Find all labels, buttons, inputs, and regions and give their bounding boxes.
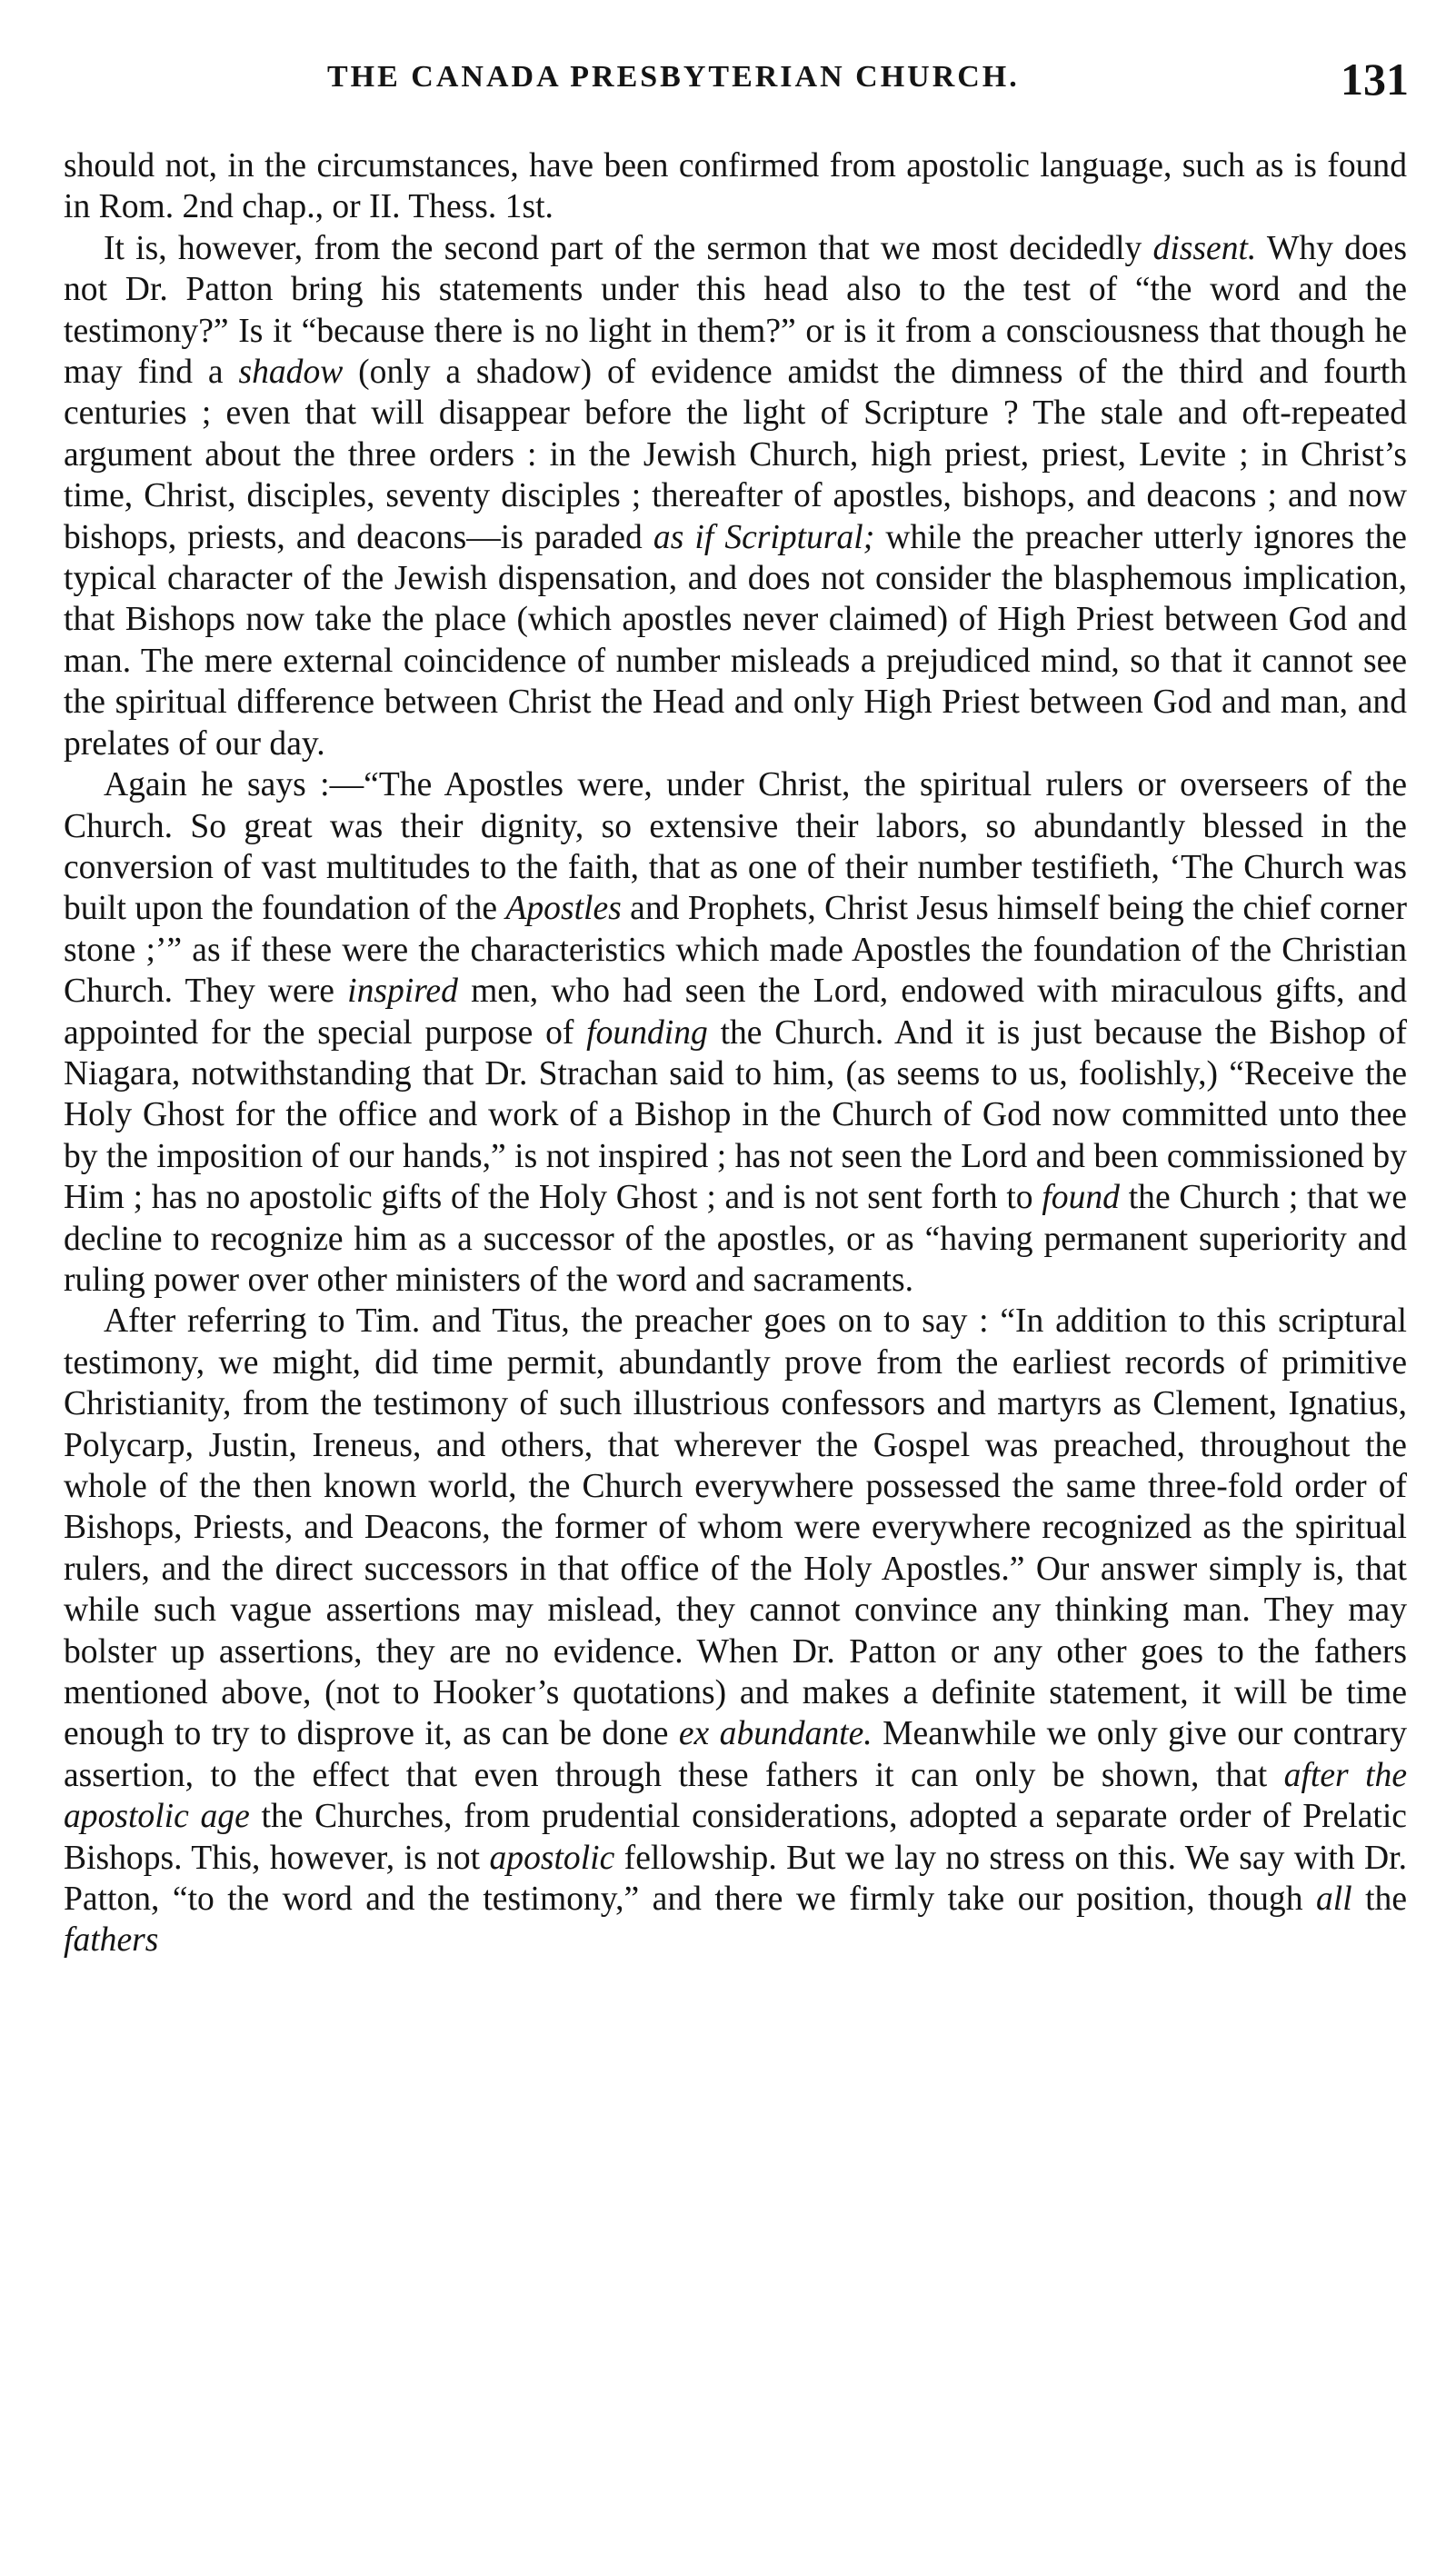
page-number: 131 <box>1341 54 1409 105</box>
italic-text: inspired <box>347 973 458 1011</box>
paragraph-text: (only a shadow) of evidence amidst the dimness of the third and fourth centuries ; even that will disappear before the light of Scripture ? The stale and oft-repeated argument about the three orders : in the Jewish Church, high priest, priest, Levite ; in Christ’s time, Christ, disciples, seventy disciples ; thereafter of apostles, bishops, and deacons ; and now bishops, priests, and deacons—is paraded <box>64 354 1408 556</box>
paragraph <box>64 228 1407 764</box>
paragraph-text: Again he says :—“The Apostles were, under Christ, the spiritual rulers or overseers of the Church. So great was their dignity, so extensive their labors, so abundantly blessed in the conversion of vast multitudes to the faith, that as one of their number testifieth, ‘The Church was built upon the foundation of the <box>64 766 1407 928</box>
paragraph-text: men, who had seen the Lord, endowed with miraculous gifts, and appointed for the special purpose of <box>64 973 1408 1052</box>
italic-text: all <box>1315 1881 1352 1919</box>
paragraph-text: Why does not Dr. Patton bring his statements under this head also to the test of “the word and the testimony?” Is it “because there is no light in them?” or is it from a consciousness that though he may find a <box>64 229 1407 392</box>
paragraph <box>64 145 1407 228</box>
italic-text: ex abundante. <box>678 1715 873 1753</box>
italic-text: after the apostolic age <box>64 1756 1407 1836</box>
paragraph-text: It is, however, from the second part of the sermon that we most decidedly <box>104 229 1153 267</box>
italic-text: shadow <box>238 354 344 392</box>
italic-text: as if Scriptural; <box>653 518 875 556</box>
paragraph-text: while the preacher utterly ignores the typical character of the Jewish dispensation, and does not consider the blasphemous implication, that Bishops now take the place (which apostles never claimed) of High Priest between God and man. The mere external coincidence of number misleads a prejudiced mind, so that it cannot see the spiritual difference between Christ the Head and only High Priest between God and man, and prelates of our day. <box>64 518 1407 763</box>
italic-text: found <box>1042 1179 1120 1217</box>
italic-text: apostolic <box>489 1839 615 1877</box>
paragraph-text: the Church ; that we decline to recognize him as a successor of the apostles, or as “having permanent superiority and ruling power over other ministers of the word and sacraments. <box>64 1179 1407 1299</box>
paragraph-text: the Church. And it is just because the Bishop of Niagara, notwithstanding that Dr. Strachan said to him, (as seems to us, foolishly,) “Receive the Holy Ghost for the office and work of a Bishop in the Church of God now committed unto thee by the imposition of our hands,” is not inspired ; has not seen the Lord and been commissioned by Him ; has no apostolic gifts of the Holy Ghost ; and is not sent forth to <box>64 1013 1407 1217</box>
paragraph <box>64 764 1407 1301</box>
paragraph-text: should not, in the circumstances, have been confirmed from apostolic language, such as is found in Rom. 2nd chap., or II. Thess. 1st. <box>64 147 1407 226</box>
paragraph-text: After referring to Tim. and Titus, the preacher goes on to say : “In addition to this scriptural testimony, we might, did time permit, abundantly prove from the earliest records of primitive Christianity, from the testimony of such illustrious confessors and martyrs as Clement, Ignatius, Polycarp, Justin, Ireneus, and others, that wherever the Gospel was preached, throughout the whole of the then known world, the Church everywhere possessed the same three-fold order of Bishops, Priests, and Deacons, the former of whom were everywhere recognized as the spiritual rulers, and the direct successors in that office of the Holy Apostles.” Our answer simply is, that while such vague assertions may mislead, they cannot convince any thinking man. They may bolster up assertions, they are no evidence. When Dr. Patton or any other goes to the fathers mentioned above, (not to Hooker’s quotations) and makes a definite statement, it will be time enough to try to disprove it, as can be done <box>64 1302 1407 1753</box>
paragraph-text: the Churches, from prudential considerations, adopted a separate order of Prelatic Bishops. This, however, is not <box>64 1798 1407 1877</box>
paragraph-text: fellowship. But we lay no stress on this. We say with Dr. Patton, “to the word and the testimony,” and there we firmly take our position, though <box>64 1839 1407 1919</box>
italic-text: fathers <box>64 1921 159 1960</box>
italic-text: dissent. <box>1152 229 1257 267</box>
body-text <box>64 145 1407 1961</box>
paragraph-text: the <box>1351 1881 1408 1919</box>
paragraph <box>64 1301 1407 1961</box>
paragraph-text: and Prophets, Christ Jesus himself being the chief corner stone ;’” as if these were the characteristics which made Apostles the foundation of the Christian Church. They were <box>64 890 1407 1011</box>
running-title: THE CANADA PRESBYTERIAN CHURCH. <box>327 60 1020 94</box>
italic-text: Apostles <box>505 890 622 928</box>
running-head <box>64 53 1409 107</box>
italic-text: founding <box>586 1013 708 1052</box>
paragraph-text: Meanwhile we only give our contrary assertion, to the effect that even through these fathers it can only be shown, that <box>64 1715 1407 1794</box>
